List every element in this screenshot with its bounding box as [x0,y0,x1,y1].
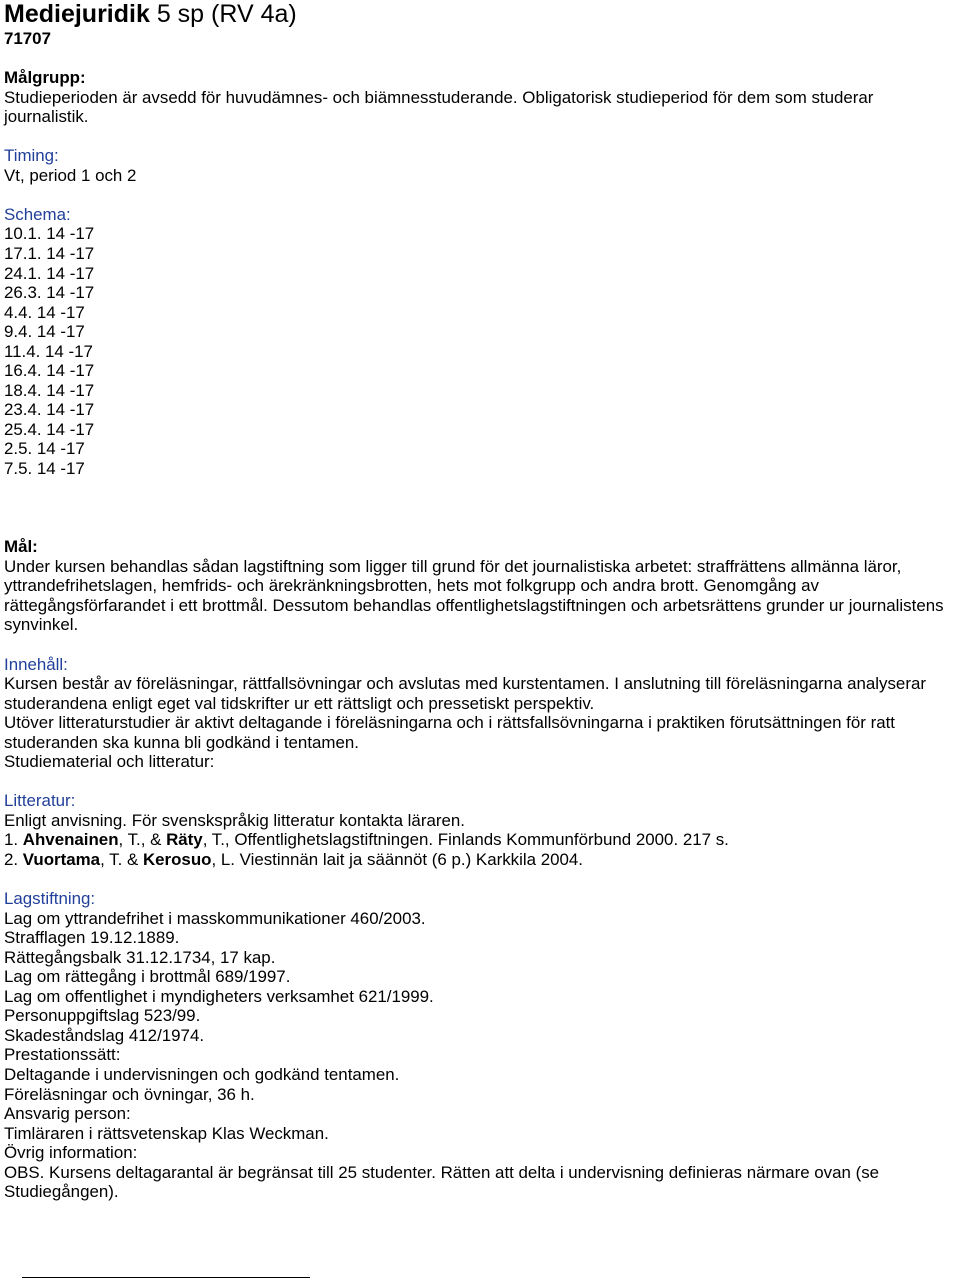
goals-heading: Mål: [4,537,38,557]
goals-text-line: synvinkel. [4,615,79,635]
course-title [4,0,944,29]
content-text-line: studerandena enligt eget val tidskrifter ur ett rättsligt och pressetiskt perspektiv. [4,693,595,713]
other-info-heading: Övrig information: [4,1143,138,1163]
legislation-heading: Lagstiftning: [4,889,96,909]
goals-text-line: yttrandefrihetslagen, hemfrids- och ärekränkningsbrotten, hets mot folkgrupp och andra brott. Genomgång av [4,576,819,596]
schedule-item: 26.3. 14 -17 [4,283,95,303]
responsible-heading: Ansvarig person: [4,1104,131,1124]
law-item: Lag om yttrandefrihet i masskommunikationer 460/2003. [4,908,426,928]
literature-item [4,850,944,870]
schedule-item: 16.4. 14 -17 [4,361,95,381]
assessment-text-line: Deltagande i undervisningen och godkänd tentamen. [4,1064,400,1084]
literature-item [4,830,944,850]
schedule-heading: Schema: [4,204,71,224]
assessment-text-line: Föreläsningar och övningar, 36 h. [4,1084,255,1104]
literature-item-text: , L. Viestinnän lait ja säännöt (6 p.) Karkkila 2004. [211,849,583,869]
study-material-label: Studiematerial och litteratur: [4,752,215,772]
schedule-item: 23.4. 14 -17 [4,400,95,420]
law-item: Skadeståndslag 412/1974. [4,1025,205,1045]
schedule-item: 25.4. 14 -17 [4,419,95,439]
schedule-item: 7.5. 14 -17 [4,459,85,479]
literature-item-text: , T. & [100,849,143,869]
literature-heading: Litteratur: [4,791,76,811]
schedule-item: 9.4. 14 -17 [4,322,85,342]
literature-item-text: , T., Offentlighetslagstiftningen. Finlands Kommunförbund 2000. 217 s. [202,830,729,850]
schedule-item: 11.4. 14 -17 [4,341,93,361]
schedule-item: 10.1. 14 -17 [4,224,95,244]
law-item: Personuppgiftslag 523/99. [4,1006,201,1026]
literature-author: Vuortama [22,849,101,869]
content-text-line: Utöver litteraturstudier är aktivt deltagande i föreläsningarna och i rättsfallsövningarna i praktiken förutsättningen för ratt [4,713,895,733]
course-credits: 5 sp (RV 4a) [156,0,297,28]
content-text-line: studeranden ska kunna bli godkänd i tentamen. [4,732,359,752]
literature-author: Räty [166,830,203,850]
literature-item-text: , T., & [118,830,167,850]
assessment-heading: Prestationssätt: [4,1045,121,1065]
other-info-text-line: OBS. Kursens deltagarantal är begränsat till 25 studenter. Rätten att delta i undervisning definieras närmare ovan (se [4,1162,880,1182]
literature-author: Kerosuo [142,849,212,869]
law-item: Lag om rättegång i brottmål 689/1997. [4,967,291,987]
literature-item-number: 1. [4,830,23,850]
literature-item-number: 2. [4,849,23,869]
content-text-line: Kursen består av föreläsningar, rättfallsövningar och avslutas med kurstentamen. I anslutning till föreläsningarna analyserar [4,674,926,694]
schedule-item: 24.1. 14 -17 [4,263,95,283]
schedule-item: 4.4. 14 -17 [4,302,85,322]
schedule-item: 17.1. 14 -17 [4,244,95,264]
law-item: Lag om offentlighet i myndigheters verksamhet 621/1999. [4,986,434,1006]
target-group-text-line: Studieperioden är avsedd för huvudämnes- och biämnesstuderande. Obligatorisk studieperiod för dem som studerar [4,87,874,107]
course-name: Mediejuridik [4,0,150,28]
law-item: Strafflagen 19.12.1889. [4,928,180,948]
law-item: Rättegångsbalk 31.12.1734, 17 kap. [4,947,276,967]
goals-text-line: Under kursen behandlas sådan lagstiftning som ligger till grund för det journalistiska arbetet: straffrättens allmänna läror, [4,556,902,576]
footer-rule [22,1277,310,1278]
timing-heading: Timing: [4,146,59,166]
course-code: 71707 [4,29,51,48]
goals-text-line: rättegångsförfarandet i ett brottmål. Dessutom behandlas offentlighetslagstiftningen och arbetsrättens grunder ur journalistens [4,595,944,615]
target-group-text-line: journalistik. [4,107,89,127]
schedule-item: 18.4. 14 -17 [4,380,95,400]
other-info-text-line: Studiegången). [4,1182,119,1202]
literature-note: Enligt anvisning. För svenskspråkig litteratur kontakta läraren. [4,810,465,830]
content-heading: Innehåll: [4,654,68,674]
course-description [4,0,944,1202]
responsible-person: Timläraren i rättsvetenskap Klas Weckman. [4,1123,329,1143]
schedule-item: 2.5. 14 -17 [4,439,85,459]
literature-author: Ahvenainen [22,830,119,850]
timing-value: Vt, period 1 och 2 [4,165,137,185]
target-group-heading: Målgrupp: [4,68,86,88]
